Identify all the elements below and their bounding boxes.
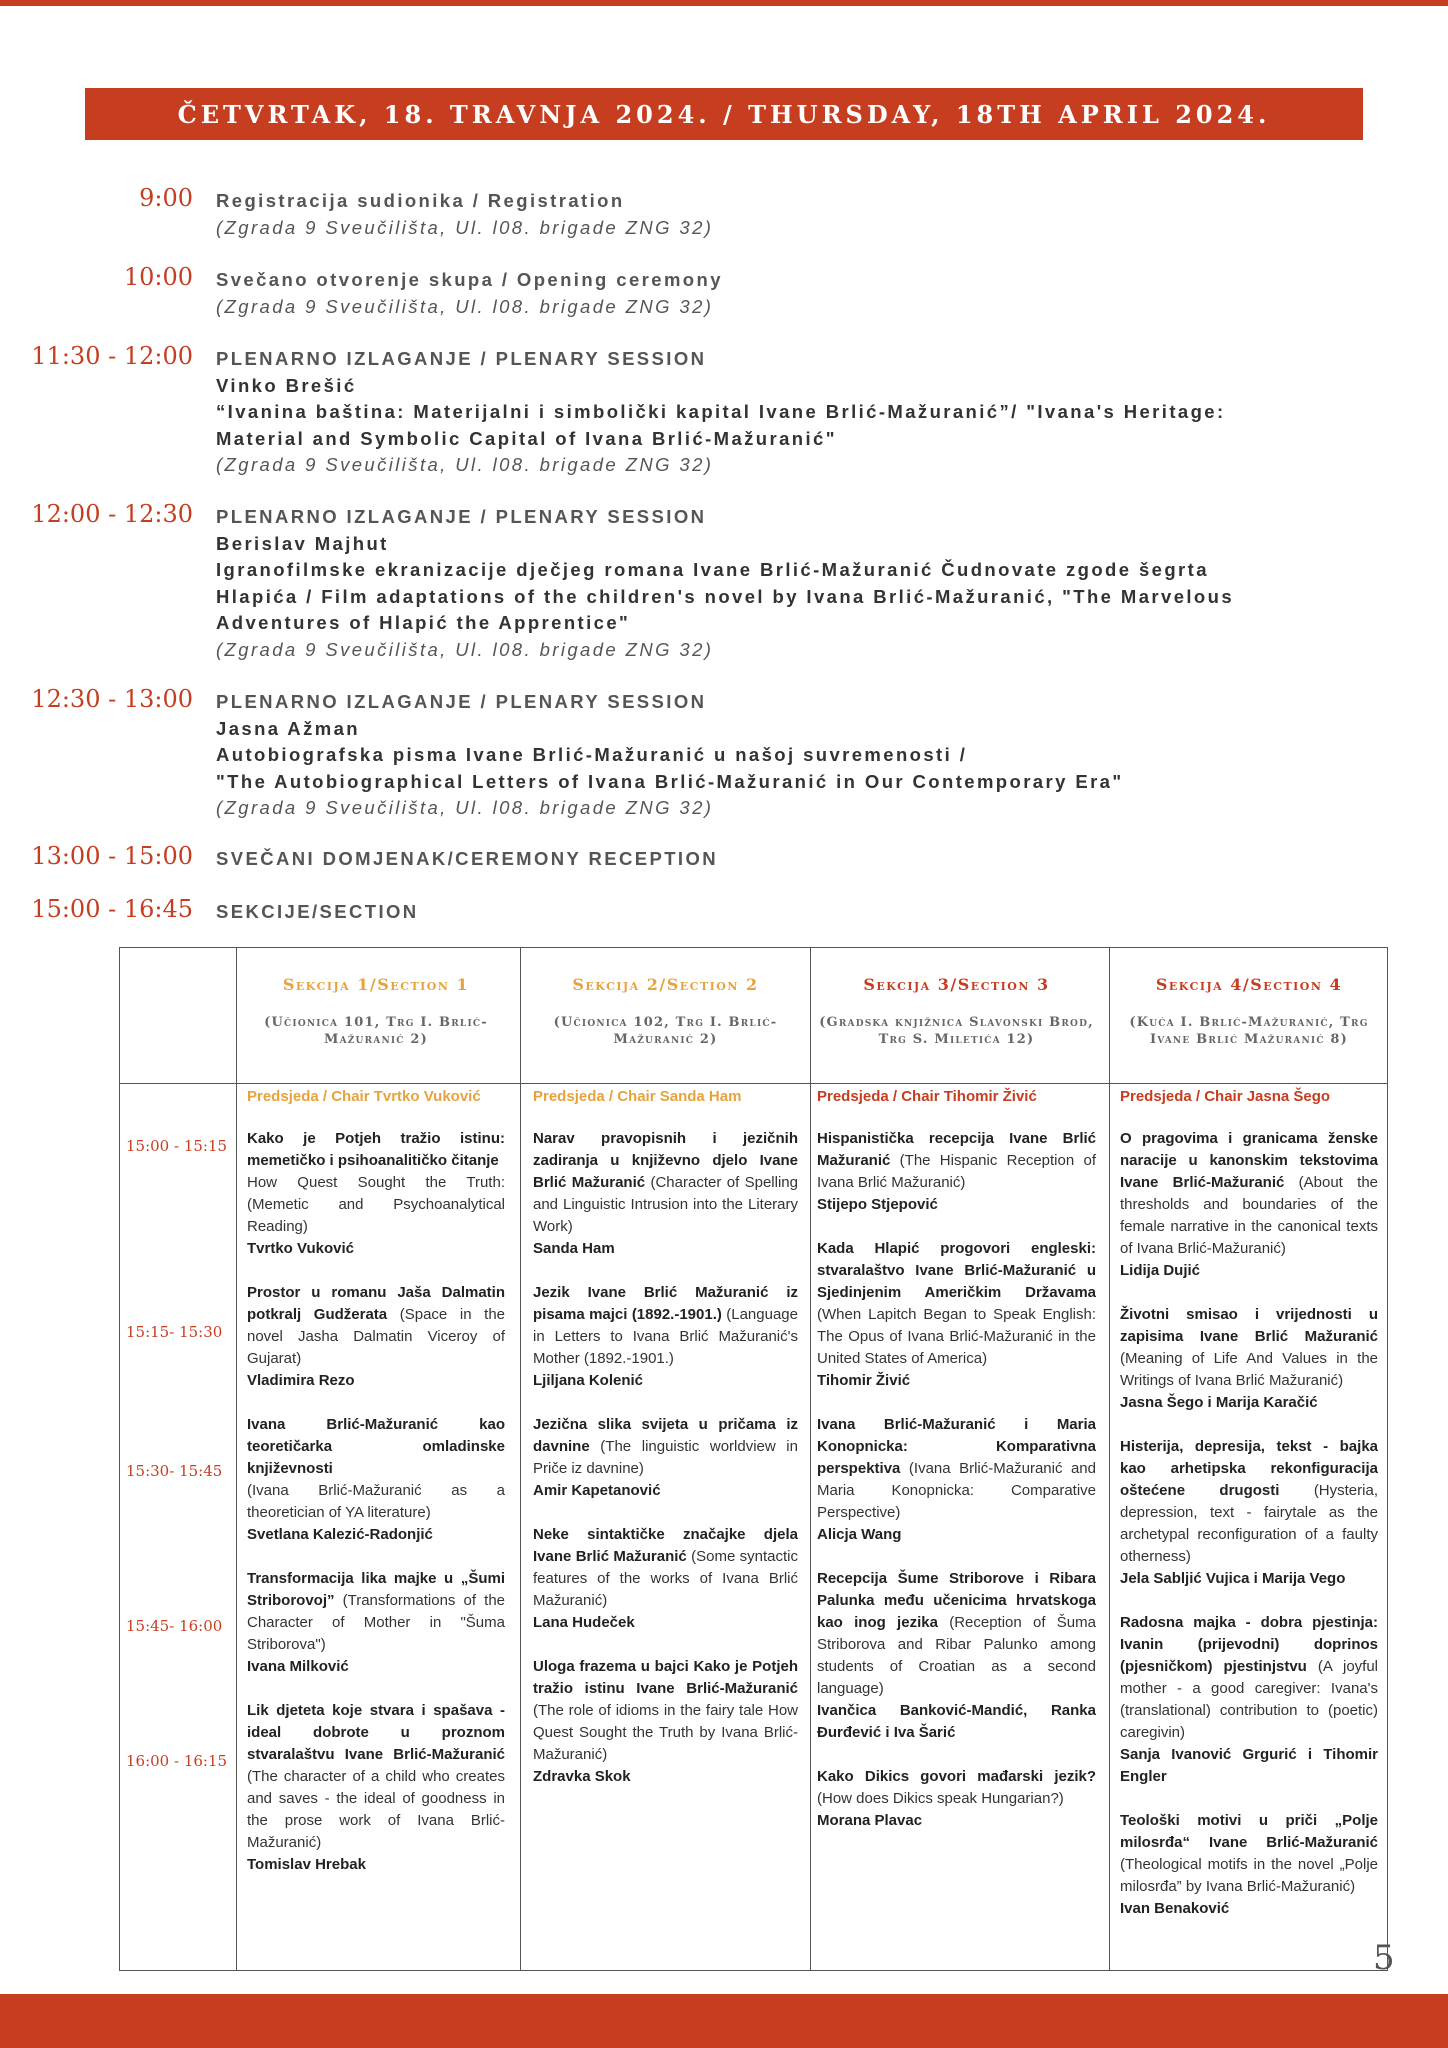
entry-body [216, 689, 1411, 822]
talk-entry [1120, 1128, 1378, 1282]
entry-body [216, 504, 1411, 663]
talk-entry [247, 1128, 505, 1260]
entry-body [216, 846, 1411, 873]
talk-entry [817, 1766, 1096, 1832]
entry-line-lbl: SVEČANI DOMJENAK/CEREMONY RECEPTION [216, 848, 719, 869]
talk-title: Transformacija lika majke u „Šumi Striborovoj” [247, 1570, 505, 1609]
talk-title: Jezik Ivane Brlić Mažuranić iz pisama majci (1892.-1901.) [533, 1284, 798, 1323]
talk-title: Neke sintaktičke značajke djela Ivane Brlić Mažuranić [533, 1526, 798, 1565]
talk-entry [817, 1238, 1096, 1392]
talk-entry [533, 1282, 798, 1392]
talk-entry [247, 1414, 505, 1546]
talk-english-title: (Ivana Brlić-Mažuranić and Maria Konopnicka: Comparative Perspective) [817, 1460, 1096, 1521]
entry-line-lbl: PLENARNO IZLAGANJE / PLENARY SESSION [216, 506, 707, 527]
talk-title: Uloga frazema u bajci Kako je Potjeh tražio istinu Ivane Brlić-Mažuranić [533, 1658, 798, 1697]
slot-time: 16:00 - 16:15 [126, 1752, 228, 1770]
talk-author: Sanda Ham [533, 1240, 615, 1257]
talk-title: Kada Hlapić progovori engleski: stvaralaštvo Ivane Brlić-Mažuranić u Sjedinjenim Američkim Državama [817, 1240, 1096, 1301]
talk-entry [533, 1656, 798, 1788]
section-column [247, 1128, 505, 1898]
talk-title: Hispanistička recepcija Ivane Brlić Mažuranić [817, 1130, 1096, 1169]
talk-author: Ivančica Banković-Mandić, Ranka Đurđević i Iva Šarić [817, 1702, 1096, 1741]
talk-title: Prostor u romanu Jaša Dalmatin potkralj Gudžerata [247, 1284, 505, 1323]
talk-title: Narav pravopisnih i jezičnih zadiranja u književno djelo Ivane Brlić Mažuranić [533, 1130, 798, 1191]
talk-title: Lik djeteta koje stvara i spašava - ideal dobrote u proznom stvaralaštvu Ivane Brlić-Mažuranić [247, 1702, 505, 1763]
talk-author: Stijepo Stjepović [817, 1196, 938, 1213]
talk-title: Ivana Brlić-Mažuranić i Maria Konopnicka: Komparativna perspektiva [817, 1416, 1096, 1477]
talk-title: Životni smisao i vrijednosti u zapisima Ivane Brlić Mažuranić [1120, 1306, 1378, 1345]
table-divider [1109, 947, 1110, 1971]
slot-time: 15:45- 16:00 [126, 1617, 223, 1635]
entry-line-loc: (Zgrada 9 Sveučilišta, Ul. l08. brigade ZNG 32) [216, 216, 714, 238]
talk-entry [817, 1128, 1096, 1216]
talk-title: Recepcija Šume Striborove i Ribara Palunka među učenicima hrvatskoga kao inog jezika [817, 1570, 1096, 1631]
talk-entry [817, 1568, 1096, 1744]
entry-line-title: Hlapića / Film adaptations of the children's novel by Ivana Brlić-Mažuranić, "The Marvelous [216, 585, 1235, 607]
talk-english-title: (How does Dikics speak Hungarian?) [817, 1790, 1064, 1807]
entry-line-name: Berislav Majhut [216, 532, 389, 554]
entry-line-title: Material and Symbolic Capital of Ivana Brlić-Mažuranić" [216, 427, 837, 449]
talk-author: Lana Hudeček [533, 1614, 635, 1631]
talk-author: Jasna Šego i Marija Karačić [1120, 1394, 1318, 1411]
talk-entry [533, 1128, 798, 1260]
talk-author: Lidija Dujić [1120, 1262, 1201, 1279]
entry-line-title: Autobiografska pisma Ivane Brlić-Mažuranić u našoj suvremenosti / [216, 744, 968, 765]
entry-time: 11:30 - 12:00 [31, 342, 193, 370]
section-header [1114, 975, 1384, 1048]
talk-author: Zdravka Skok [533, 1768, 631, 1785]
talk-entry [1120, 1810, 1378, 1920]
talk-title: Jezična slika svijeta u pričama iz davnine [533, 1416, 798, 1455]
section-name: Sekcija 2/Section 2 [572, 975, 759, 994]
talk-english-title: (Hysteria, depression, text - fairytale as the archetypal reconfiguration of a faulty otherness) [1120, 1482, 1378, 1565]
entry-body [216, 899, 1411, 926]
day-banner: ČETVRTAK, 18. TRAVNJA 2024. / THURSDAY, 18TH APRIL 2024. [85, 88, 1363, 140]
talk-entry [1120, 1436, 1378, 1590]
talk-english-title: (A joyful mother - a good caregiver: Ivana's (translational) contribution to (poetic) caregivin) [1120, 1658, 1378, 1741]
talk-english-title: (Reception of Šuma Striborova and Ribar Palunko among students of Croatian as a second language) [817, 1614, 1096, 1697]
talk-title: O pragovima i granicama ženske naracije u kanonskim tekstovima Ivane Brlić-Mažuranić [1120, 1130, 1378, 1191]
section-location: (Gradska knjižnica Slavonski Brod, Trg S. Miletića 12) [819, 1015, 1094, 1047]
entry-line-title: Igranofilmske ekranizacije dječjeg romana Ivane Brlić-Mažuranić Čudnovate zgode šegrta [216, 559, 1209, 580]
talk-author: Svetlana Kalezić-Radonjić [247, 1526, 433, 1543]
entry-line-lbl: SEKCIJE/SECTION [216, 901, 419, 922]
section-column [533, 1128, 798, 1810]
section-column [1120, 1128, 1378, 1942]
entry-line-name: Vinko Brešić [216, 374, 357, 396]
page-number: 5 [1373, 1938, 1395, 1978]
entry-time: 10:00 [123, 263, 193, 291]
entry-line-loc: (Zgrada 9 Sveučilišta, Ul. l08. brigade ZNG 32) [216, 638, 714, 660]
slot-time: 15:00 - 15:15 [126, 1137, 228, 1155]
talk-entry [247, 1568, 505, 1678]
table-divider [520, 947, 521, 1971]
talk-english-title: (About the thresholds and boundaries of the female narrative in the canonical texts of Ivana Brlić-Mažuranić) [1120, 1174, 1379, 1257]
table-divider [236, 947, 237, 1971]
entry-time: 15:00 - 16:45 [31, 895, 193, 923]
section-header [527, 975, 804, 1048]
talk-english-title: (When Lapitch Began to Speak English: The Opus of Ivana Brlić-Mažuranić in the United States of America) [817, 1306, 1096, 1367]
talk-title: Ivana Brlić-Mažuranić kao teoretičarka omladinske književnosti [247, 1416, 505, 1477]
section-column [817, 1128, 1096, 1854]
talk-english-title: (The Hispanic Reception of Ivana Brlić Mažuranić) [817, 1152, 1096, 1191]
entry-line-lbl: PLENARNO IZLAGANJE / PLENARY SESSION [216, 691, 707, 712]
entry-line-name: Jasna Ažman [216, 717, 360, 739]
section-location: (Kuća I. Brlić-Mažuranić, Trg Ivane Brlić Mažuranić 8) [1129, 1015, 1369, 1047]
entry-line-title: “Ivanina baština: Materijalni i simbolički kapital Ivane Brlić-Mažuranić”/ "Ivana's Heritage: [216, 401, 1226, 422]
talk-title: Radosna majka - dobra pjestinja: Ivanin (prijevodni) doprinos (pjesničkom) pjestinjstvu [1120, 1614, 1378, 1675]
talk-english-title: (The role of idioms in the fairy tale How Quest Sought the Truth by Ivana Brlić-Mažuranić) [533, 1702, 798, 1763]
entry-time: 12:30 - 13:00 [31, 685, 193, 713]
entry-line-reg: Svečano otvorenje skupa / Opening ceremony [216, 269, 723, 290]
talk-english-title: (Meaning of Life And Values in the Writings of Ivana Brlić Mažuranić) [1120, 1350, 1378, 1389]
section-header [811, 975, 1102, 1048]
talk-author: Vladimira Rezo [247, 1372, 355, 1389]
entry-time: 9:00 [139, 184, 193, 212]
talk-author: Tihomir Živić [817, 1372, 911, 1389]
entry-line-loc: (Zgrada 9 Sveučilišta, Ul. l08. brigade ZNG 32) [216, 295, 714, 317]
table-divider [810, 947, 811, 1971]
section-name: Sekcija 1/Section 1 [282, 975, 470, 994]
section-chair: Predsjeda / Chair Jasna Šego [1120, 1088, 1331, 1105]
section-header [241, 975, 511, 1048]
slot-time: 15:30- 15:45 [126, 1462, 223, 1480]
talk-title: Kako Dikics govori mađarski jezik? [817, 1768, 1096, 1785]
talk-english-title: (Transformations of the Character of Mother in "Šuma Striborova") [247, 1592, 505, 1653]
talk-english-title: (Language in Letters to Ivana Brlić Mažuranić's Mother (1892.-1901.) [533, 1306, 798, 1367]
talk-english-title: (Space in the novel Jasha Dalmatin Viceroy of Gujarat) [247, 1306, 505, 1367]
talk-author: Amir Kapetanović [533, 1482, 661, 1499]
talk-english-title: (The linguistic worldview in Priče iz davnine) [533, 1438, 798, 1477]
section-name: Sekcija 4/Section 4 [1155, 975, 1343, 994]
entry-line-title: Adventures of Hlapić the Apprentice" [216, 612, 631, 633]
talk-english-title: (Ivana Brlić-Mažuranić as a theoretician of YA literature) [247, 1482, 505, 1521]
bottom-accent-bar [0, 1994, 1448, 2048]
talk-english-title: (The character of a child who creates and saves - the ideal of goodness in the prose work of Ivana Brlić-Mažuranić) [247, 1768, 505, 1851]
talk-english-title: (Character of Spelling and Linguistic Intrusion into the Literary Work) [533, 1174, 798, 1235]
talk-title: Histerija, depresija, tekst - bajka kao arhetipska rekonfiguracija oštećene drugosti [1120, 1438, 1378, 1499]
section-chair: Predsjeda / Chair Sanda Ham [533, 1088, 742, 1105]
talk-entry [533, 1524, 798, 1634]
section-chair: Predsjeda / Chair Tvrtko Vuković [247, 1088, 481, 1105]
talk-author: Ljiljana Kolenić [533, 1372, 644, 1389]
talk-entry [533, 1414, 798, 1502]
slot-time: 15:15- 15:30 [126, 1323, 223, 1341]
talk-author: Jela Sabljić Vujica i Marija Vego [1120, 1570, 1346, 1587]
talk-title: Kako je Potjeh tražio istinu: memetičko i psihoanalitičko čitanje [247, 1130, 505, 1169]
talk-author: Ivan Benaković [1120, 1900, 1230, 1917]
top-accent-bar [0, 0, 1448, 6]
section-name: Sekcija 3/Section 3 [863, 975, 1050, 994]
talk-entry [247, 1282, 505, 1392]
talk-english-title: How Quest Sought the Truth: (Memetic and Psychoanalytical Reading) [247, 1174, 505, 1235]
talk-entry [1120, 1612, 1378, 1788]
entry-time: 13:00 - 15:00 [31, 842, 193, 870]
talk-author: Ivana Milković [247, 1658, 349, 1675]
talk-title: Teološki motivi u priči „Polje milosrđa“ Ivane Brlić-Mažuranić [1120, 1812, 1378, 1851]
talk-author: Tvrtko Vuković [247, 1240, 354, 1257]
talk-english-title: (Theological motifs in the novel „Polje milosrđa” by Ivana Brlić-Mažuranić) [1120, 1856, 1378, 1895]
talk-author: Morana Plavac [817, 1812, 923, 1829]
talk-entry [247, 1700, 505, 1876]
entry-line-loc: (Zgrada 9 Sveučilišta, Ul. l08. brigade ZNG 32) [216, 454, 714, 475]
entry-line-loc: (Zgrada 9 Sveučilišta, Ul. l08. brigade ZNG 32) [216, 797, 714, 818]
section-location: (Učionica 101, Trg I. Brlić-Mažuranić 2) [264, 1015, 488, 1047]
talk-entry [817, 1414, 1096, 1546]
talk-author: Alicja Wang [817, 1526, 902, 1543]
entry-body [216, 346, 1411, 479]
section-chair: Predsjeda / Chair Tihomir Živić [817, 1088, 1037, 1105]
entry-body [216, 267, 1411, 320]
talk-author: Tomislav Hrebak [247, 1856, 366, 1873]
entry-line-title: "The Autobiographical Letters of Ivana Brlić-Mažuranić in Our Contemporary Era" [216, 770, 1124, 792]
section-location: (Učionica 102, Trg I. Brlić-Mažuranić 2) [553, 1015, 778, 1047]
entry-body [216, 188, 1411, 241]
table-header-divider [119, 1083, 1388, 1084]
talk-english-title: (Some syntactic features of the works of Ivana Brlić Mažuranić) [533, 1548, 798, 1609]
entry-line-lbl: PLENARNO IZLAGANJE / PLENARY SESSION [216, 348, 707, 369]
talk-entry [1120, 1304, 1378, 1414]
entry-line-reg: Registracija sudionika / Registration [216, 190, 625, 211]
talk-author: Sanja Ivanović Grgurić i Tihomir Engler [1120, 1746, 1378, 1785]
entry-time: 12:00 - 12:30 [31, 500, 193, 528]
